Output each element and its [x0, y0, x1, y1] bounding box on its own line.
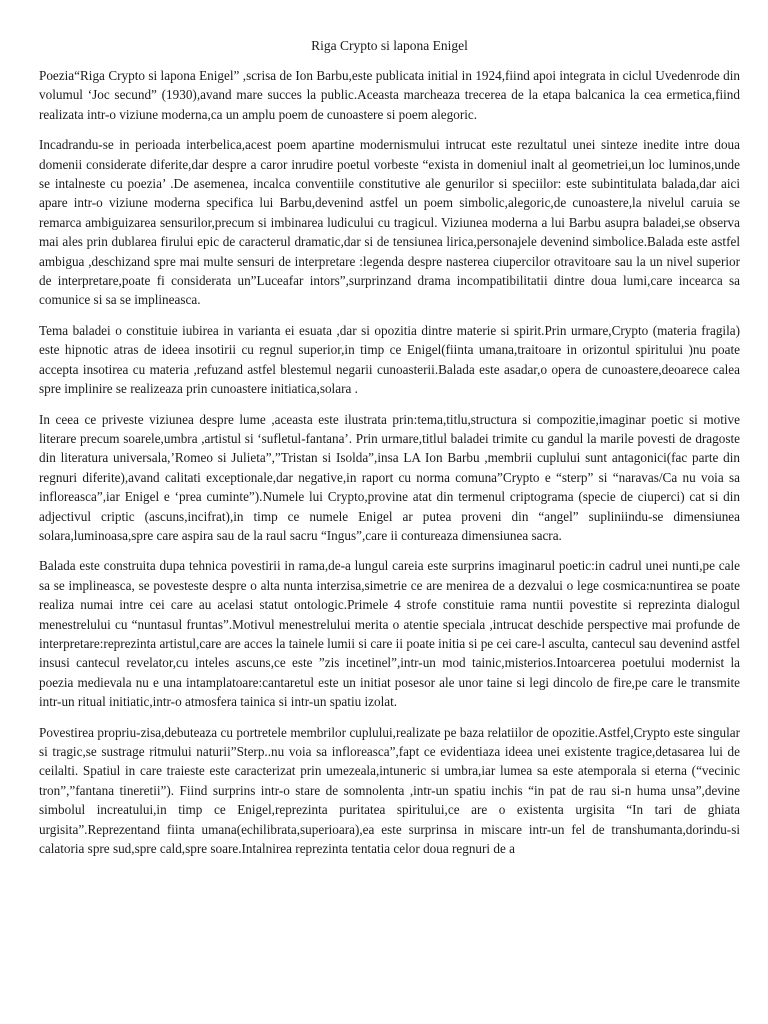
- paragraph: Tema baladei o constituie iubirea in varianta ei esuata ,dar si opozitia dintre materie si spirit.Prin urmare,Crypto (materia fragila) este hipnotic atras de ideea insotirii cu regnul superior,in timp ce Enigel(fiinta umana,traitoare in orizontul spiritului )nu poate accepta insotirea cu materia ,refuzand astfel blestemul negarii cunoasterii.Balada este asadar,o opera de cunoastere,deoarece calea spre implinire se realizeaza prin cunoastere initiatica,solara .: [39, 322, 740, 397]
- document-title: Riga Crypto si lapona Enigel: [311, 38, 468, 53]
- paragraph: Incadrandu-se in perioada interbelica,acest poem apartine modernismului intrucat este rezultatul unei sinteze inedite intre doua domenii considerate diferite,dar despre a caror inrudire poetul vorbeste “exista in domeniul inalt al geometriei,un loc luminos,unde se intalneste cu poezia’ .De asemenea, incalca conventiile constitutive ale genurilor si speciilor: este subintitulata balada,dar aici apare intr-o viziune moderna specifica lui Barbu,devenind astfel un poem simbolic,alegoric,de cunoastere,la nivelul caruia se remarca ambiguizarea sensurilor,precum si imbinarea ludicului cu tragicul. Viziunea moderna a lui Barbu asupra baladei,se observa mai ales prin dublarea firului epic de caracterul dramatic,dar si de tensiunea lirica,personajele devenind simbolice.Balada este astfel ambigua ,deschizand spre mai multe sensuri de interpretare :legenda despre nasterea ciupercilor otravitoare sau la un nivel superior de interpretare,poate fi considerata un”Luceafar intors”,surprinzand drama incompatibilitatii dintre doua lumi,care incearca sa comunice si sa se implineasca.: [39, 137, 740, 308]
- paragraph: Balada este construita dupa tehnica povestirii in rama,de-a lungul careia este surprins imaginarul poetic:in cadrul unei nunti,pe cale sa se implineasca, se povesteste despre o alta nunta interzisa,simetrie ce are menirea de a dezvalui o lege cosmica:nuntirea se poate realiza numai intre cei care au acelasi statut ontologic.Primele 4 strofe constituie rama nuntii povestite si reprezinta dialogul menestrelului cu “nuntasul fruntas”.Motivul menestrelului merita o atentie speciala ,intrucat deschide perspective mai profunde de interpretare:reprezinta artistul,care are acces la tainele lumii si care ii poate initia si pe cei care-l asculta, cantecul sau devenind astfel insusi cantecul revelator,cu inteles ascuns,ce este ”zis incetinel”,intr-un mod tainic,misterios.Intoarcerea poetului modernist la poezia medievala nu e una intamplatoare:cantaretul este un initiat posesor ale unor taine si legi dincolo de fire,pe care le transmite intr-un ritual initiatic,intr-o atmosfera tainica si intr-un spatiu izolat.: [39, 558, 740, 710]
- paragraph: Povestirea propriu-zisa,debuteaza cu portretele membrilor cuplului,realizate pe baza relatiilor de opozitie.Astfel,Crypto este singular si tragic,se sustrage ritmului naturii”Sterp..nu voia sa infloreasca”,fapt ce evidentiaza ideea unei existente tragice,detasarea lui de ceilalti. Spatiul in care traieste este caracterizat prin umezeala,intuneric si umbra,iar lumea sa este atemporala si eterna (“vecinic tron”,”fantana tineretii”). Fiind surprins intr-o stare de somnolenta ,intr-un spatiu inchis “in pat de rau si-n huma unsa”,devine simbolul increatului,in timp ce Enigel,reprezinta puritatea spiritului,ce are o existenta urgisita “In tari de ghiata urgisita”.Reprezentand fiinta umana(echilibrata,superioara),ea este surprinsa in miscare intr-un fel de transhumanta,dorindu-si calatoria spre sud,spre cald,spre soare.Intalnirea reprezinta tentatia celor doua regnuri de a: [39, 724, 740, 857]
- paragraph: In ceea ce priveste viziunea despre lume ,aceasta este ilustrata prin:tema,titlu,structura si compozitie,imaginar poetic si motive literare precum soarele,umbra ,artistul si ‘sufletul-fantana’. Prin urmare,titlul baladei trimite cu gandul la marile povesti de dragoste din literatura universala,’Romeo si Julieta”,”Tristan si Isolda”,insa LA Ion Barbu ,membrii cuplului sunt antagonici(fac parte din regnuri diferite),avand calitati exceptionale,dar negative,in raport cu norma comuna”Crypto e “sterp” si “naravas/Ca nu voia sa infloreasca”,iar Enigel e ‘prea cuminte”).Numele lui Crypto,provine atat din termenul criptograma (specie de ciuperci) cat si din adjectivul criptic (ascuns,incifrat),in timp ce numele Enigel ar putea proveni din “angel” supliniindu-se dimensiunea solara,luminoasa,spre care aspira sau de la raul sacru “Ingus”,care ii contureaza dimensiunea sacra.: [39, 411, 740, 543]
- paragraph: Poezia“Riga Crypto si lapona Enigel” ,scrisa de Ion Barbu,este publicata initial in 1924,fiind apoi integrata in ciclul Uvedenrode din volumul ‘Joc secund” (1930),avand mare succes la public.Aceasta marcheaza trecerea de la etapa balcanica la cea ermetica,fiind realizata intr-o viziune moderna,ca un amplu poem de cunoastere si poem alegoric.: [39, 68, 740, 122]
